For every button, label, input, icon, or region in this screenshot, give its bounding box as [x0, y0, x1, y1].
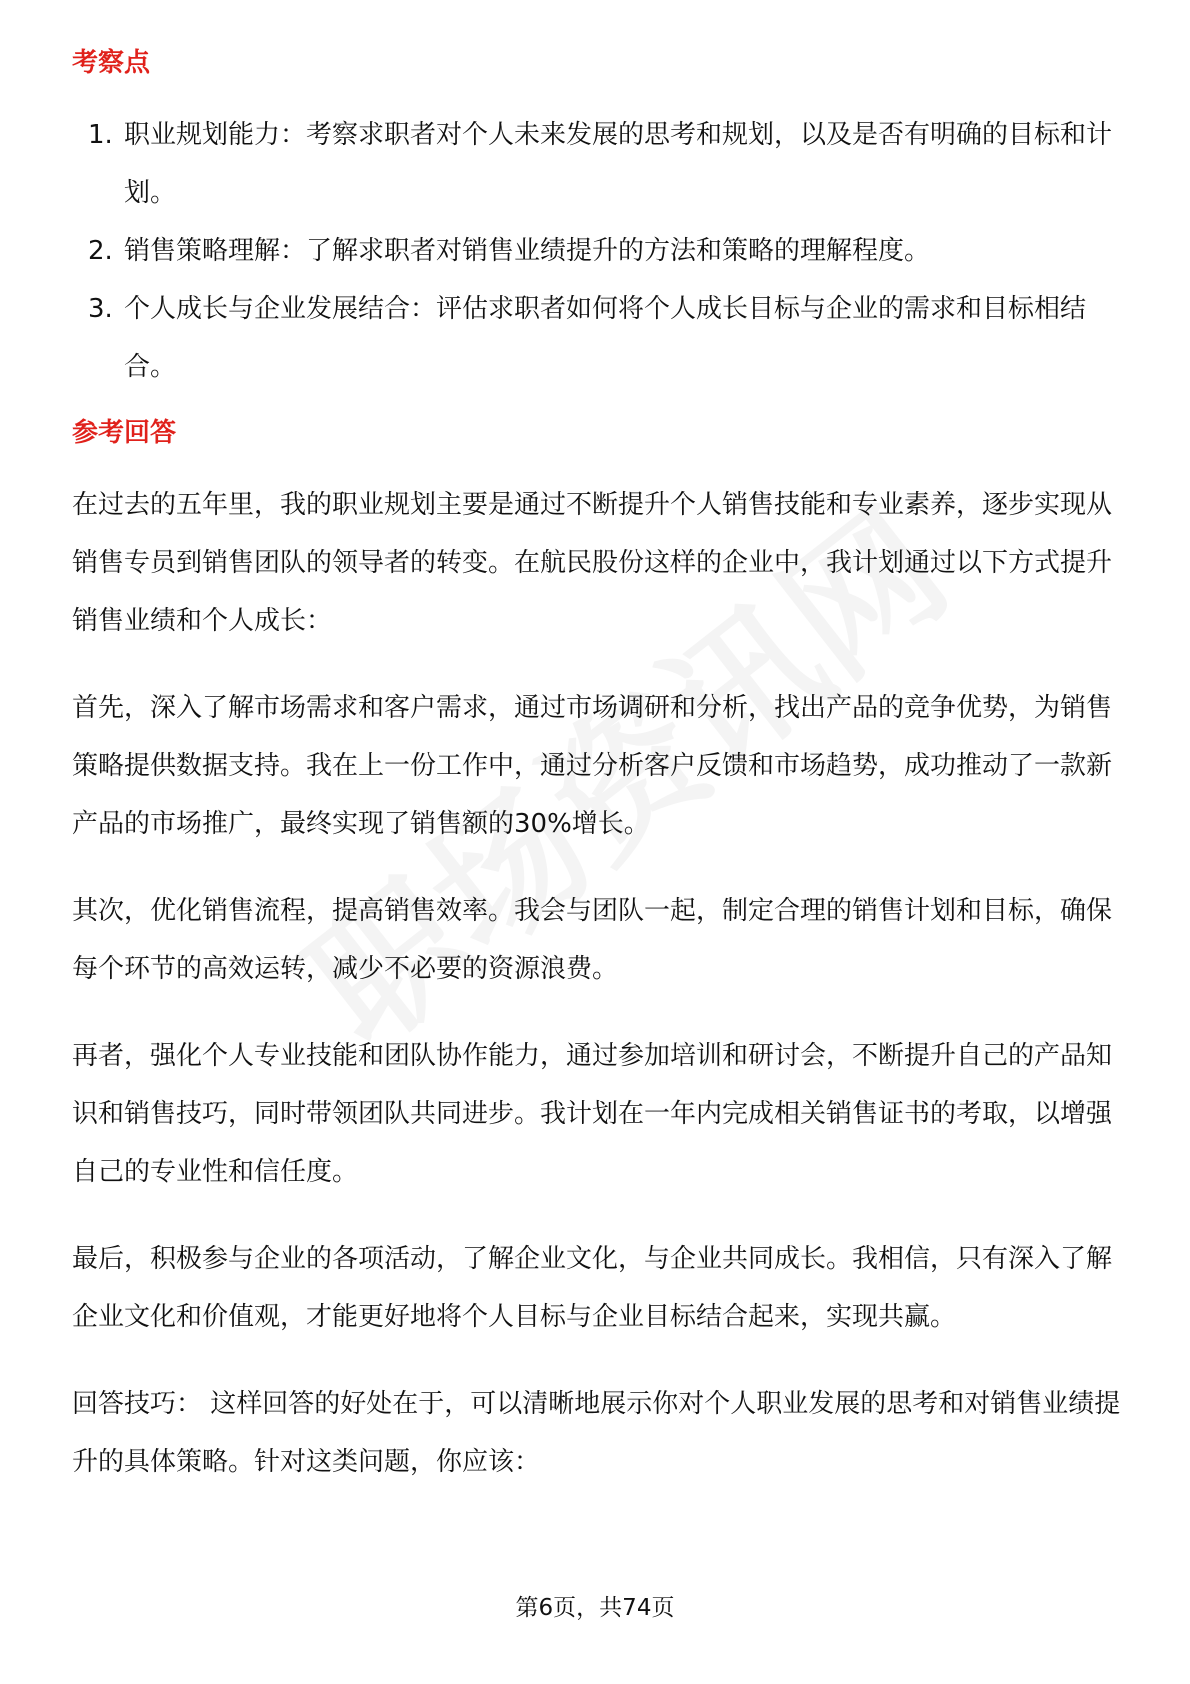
point-text: 销售策略理解：了解求职者对销售业绩提升的方法和策略的理解程度。 — [124, 236, 931, 266]
focus-heading: 考察点 — [72, 48, 151, 78]
focus-points-list — [72, 106, 1132, 396]
answer-heading: 参考回答 — [72, 418, 177, 448]
point-text: 个人成长与企业发展结合：评估求职者如何将个人成长目标与企业的需求和目标相结合。 — [124, 294, 1087, 382]
point-number: 3. — [88, 294, 113, 324]
answer-tips-paragraph: 回答技巧： 这样回答的好处在于，可以清晰地展示你对个人职业发展的思考和对销售业绩提升的具体策略。针对这类问题，你应该： — [72, 1389, 1121, 1477]
focus-point — [72, 222, 1132, 280]
focus-point — [72, 280, 1132, 396]
point-number: 1. — [88, 120, 113, 150]
answer-paragraph: 在过去的五年里，我的职业规划主要是通过不断提升个人销售技能和专业素养，逐步实现从销售专员到销售团队的领导者的转变。在航民股份这样的企业中，我计划通过以下方式提升销售业绩和个人成长： — [72, 490, 1113, 636]
page-number-footer: 第6页，共74页 — [515, 1595, 675, 1621]
point-number: 2. — [88, 236, 113, 266]
focus-point — [72, 106, 1132, 222]
answer-paragraph: 最后，积极参与企业的各项活动，了解企业文化，与企业共同成长。我相信，只有深入了解企业文化和价值观，才能更好地将个人目标与企业目标结合起来，实现共赢。 — [72, 1244, 1113, 1332]
page-content — [72, 44, 1132, 1520]
answer-paragraph: 其次，优化销售流程，提高销售效率。我会与团队一起，制定合理的销售计划和目标，确保每个环节的高效运转，减少不必要的资源浪费。 — [72, 896, 1113, 984]
answer-paragraph: 再者，强化个人专业技能和团队协作能力，通过参加培训和研讨会，不断提升自己的产品知识和销售技巧，同时带领团队共同进步。我计划在一年内完成相关销售证书的考取，以增强自己的专业性和信任度。 — [72, 1041, 1113, 1187]
point-text: 职业规划能力：考察求职者对个人未来发展的思考和规划，以及是否有明确的目标和计划。 — [124, 120, 1113, 208]
answer-paragraph: 首先，深入了解市场需求和客户需求，通过市场调研和分析，找出产品的竞争优势，为销售策略提供数据支持。我在上一份工作中，通过分析客户反馈和市场趋势，成功推动了一款新产品的市场推广，最终实现了销售额的30%增长。 — [72, 693, 1113, 839]
